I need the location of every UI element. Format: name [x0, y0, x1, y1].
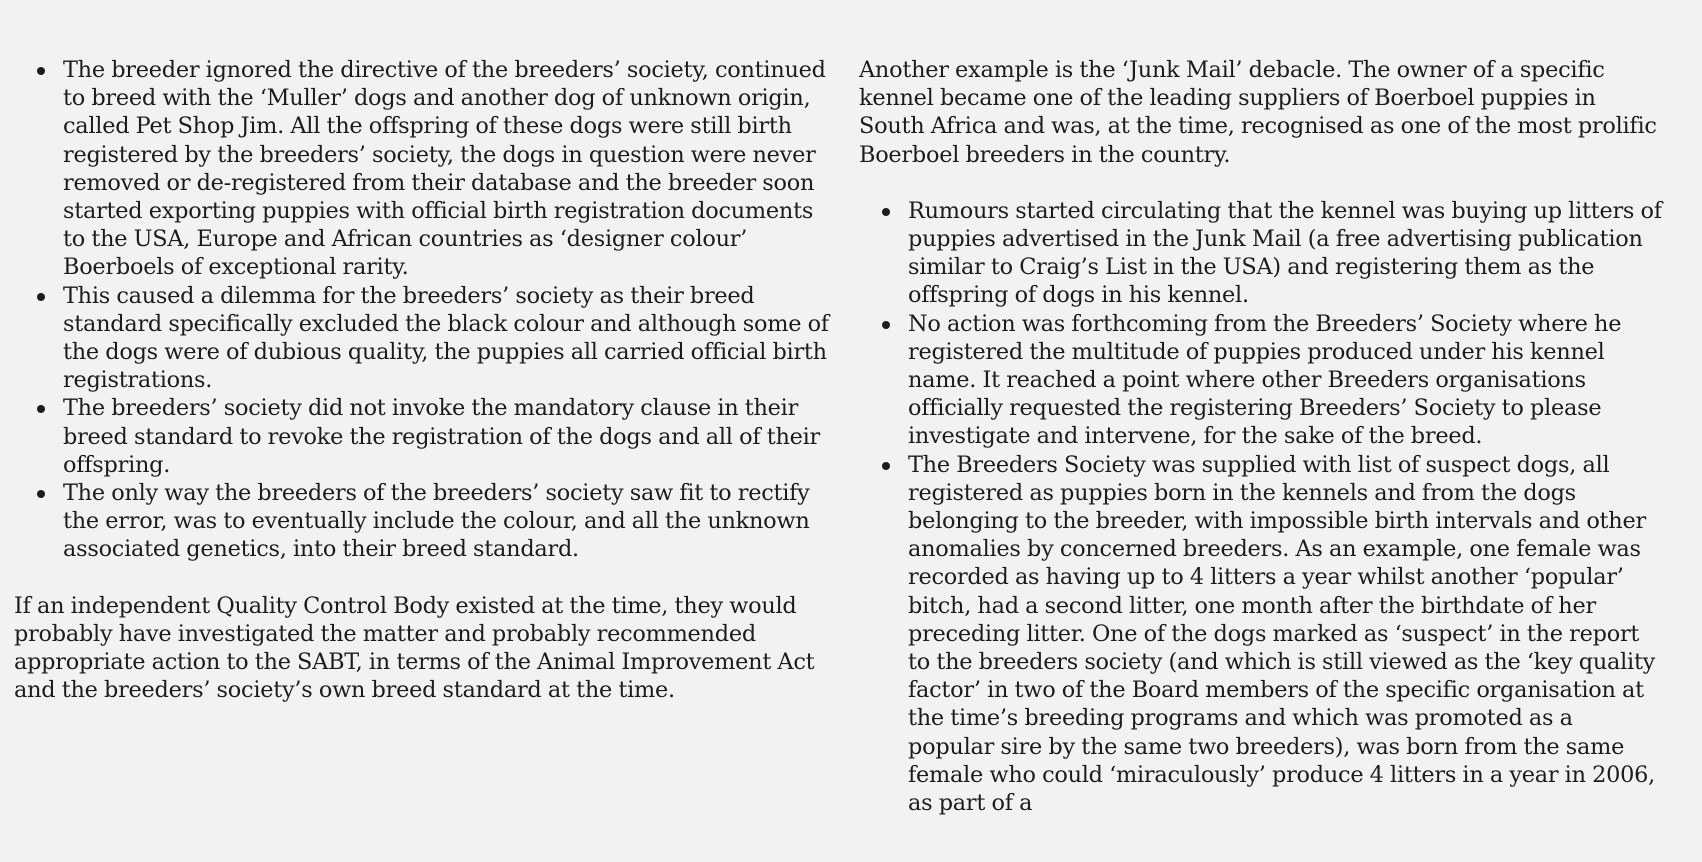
left-column: [14, 56, 830, 704]
list-item: [63, 282, 830, 395]
bullet-icon: [37, 67, 45, 75]
list-item: [63, 394, 830, 479]
paragraph: If an independent Quality Control Body existed at the time, they would probably have investigated the matter and probably recommended appropriate action to the SABT, in terms of the Animal Improvement Act and the breeders’ society’s own breed standard at the time.: [14, 592, 815, 704]
bullet-icon: [37, 293, 45, 301]
list-item-text: No action was forthcoming from the Breeders’ Society where he registered the multitude of puppies produced under his kennel name. It reached a point where other Breeders organisations officially requested the registering Breeders’ Society to please investigate and intervene, for the sake of the breed.: [908, 310, 1622, 450]
list-item-text: Rumours started circulating that the kennel was buying up litters of puppies advertised in the Junk Mail (a free advertising publication similar to Craig’s List in the USA) and registering them as the offspring of dogs in his kennel.: [908, 197, 1662, 309]
list-item-text: The only way the breeders of the breeders’ society saw fit to rectify the error, was to eventually include the colour, and all the unknown associated genetics, into their breed standard.: [63, 480, 810, 563]
paragraph: Another example is the ‘Junk Mail’ debacle. The owner of a specific kennel became one of the leading suppliers of Boerboel puppies in South Africa and was, at the time, recognised as one of the most prolific Boerboel breeders in the country.: [859, 57, 1657, 168]
list-item-text: This caused a dilemma for the breeders’ society as their breed standard specifically excluded the black colour and although some of the dogs were of dubious quality, the puppies all carried official birth registrations.: [63, 282, 829, 394]
right-column: [859, 56, 1665, 817]
bullet-icon: [882, 208, 890, 216]
list-item: [63, 479, 830, 564]
list-item: [908, 451, 1665, 818]
list-item: [908, 310, 1665, 451]
bullet-icon: [882, 462, 890, 470]
bullet-list: [14, 56, 830, 564]
bullet-list: [859, 197, 1665, 817]
list-item-text: The breeder ignored the directive of the breeders’ society, continued to breed with the ‘Muller’ dogs and another dog of unknown origin, called Pet Shop Jim. All the offspring of these dogs were still birth registered by the breeders’ society, the dogs in question were never removed or de-registered from their database and the breeder soon started exporting puppies with official birth registration documents to the USA, Europe and African countries as ‘designer colour’ Boerboels of exceptional rarity.: [63, 57, 826, 281]
list-item-text: The Breeders Society was supplied with list of suspect dogs, all registered as puppies born in the kennels and from the dogs belonging to the breeder, with impossible birth intervals and other anomalies by concerned breeders. As an example, one female was recorded as having up to 4 litters a year whilst another ‘popular’ bitch, had a second litter, one month after the birthdate of her preceding litter. One of the dogs marked as ‘suspect’ in the report to the breeders society (and which is still viewed as the ‘key quality factor’ in two of the Board members of the specific organisation at the time’s breeding programs and which was promoted as a popular sire by the same two breeders), was born from the same female who could ‘miraculously’ produce 4 litters in a year in 2006, as part of a: [908, 451, 1656, 817]
bullet-icon: [882, 321, 890, 329]
list-item: [63, 56, 830, 282]
bullet-icon: [37, 490, 45, 498]
list-item: [908, 197, 1665, 310]
list-item-text: The breeders’ society did not invoke the mandatory clause in their breed standard to revoke the registration of the dogs and all of their offspring.: [63, 395, 821, 478]
bullet-icon: [37, 405, 45, 413]
